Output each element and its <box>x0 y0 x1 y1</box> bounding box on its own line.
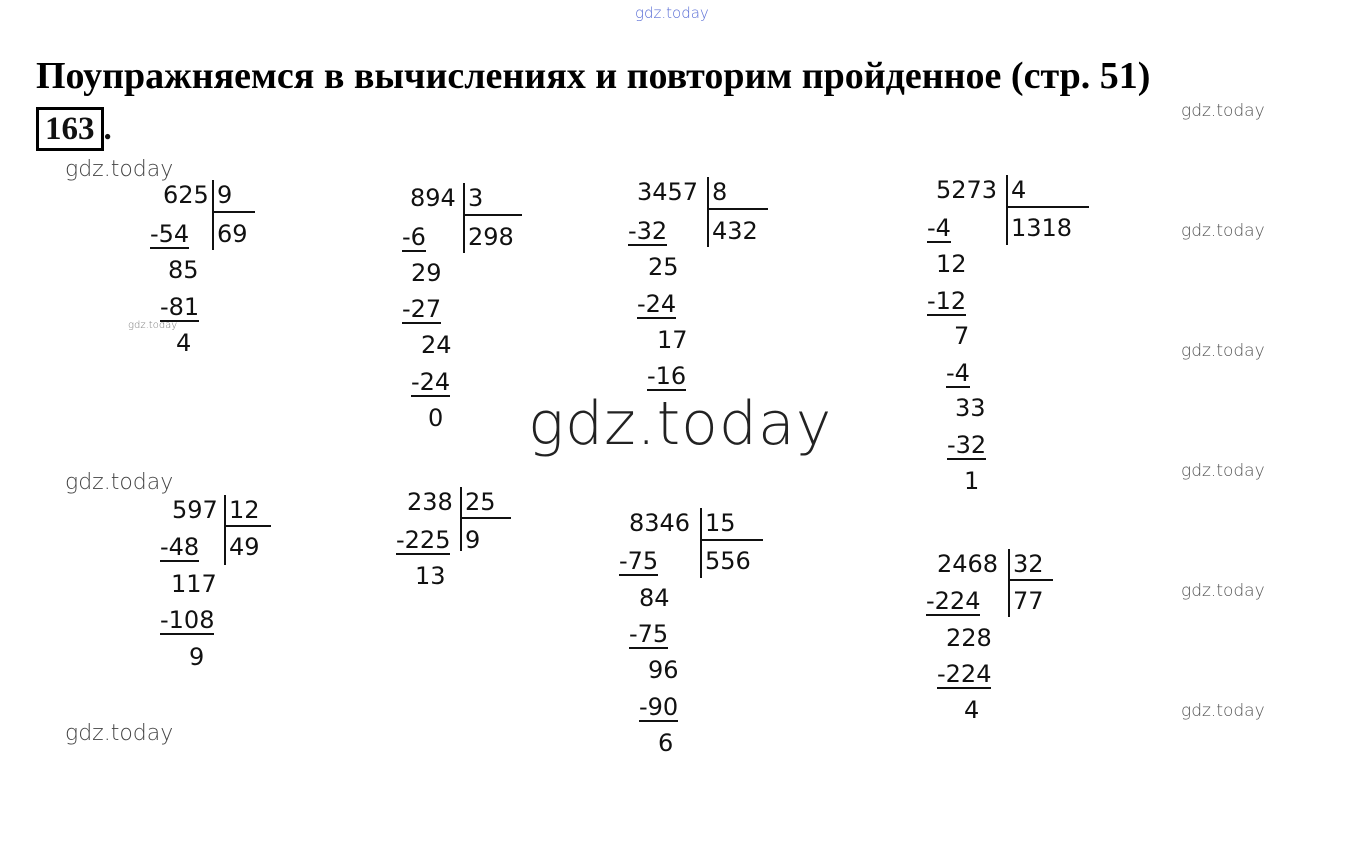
step: 17 <box>657 326 688 354</box>
divisor: 12 <box>229 496 260 524</box>
watermark-right-1: gdz.today <box>1181 101 1265 121</box>
exercise-number: 163 <box>36 107 104 151</box>
watermark-right-3: gdz.today <box>1181 341 1265 361</box>
step: 84 <box>639 584 670 612</box>
step: 24 <box>421 331 452 359</box>
watermark-right-4: gdz.today <box>1181 461 1265 481</box>
remainder: 0 <box>428 404 444 432</box>
step: -75 <box>619 547 659 575</box>
remainder: 4 <box>964 696 980 724</box>
division-vertical-line <box>707 177 709 247</box>
dividend: 3457 <box>637 178 699 206</box>
step: 25 <box>648 253 679 281</box>
step: -4 <box>946 359 970 387</box>
step: -4 <box>927 214 951 242</box>
quotient: 69 <box>217 220 248 248</box>
step: -81 <box>160 293 200 321</box>
division-vertical-line <box>700 508 702 578</box>
quotient: 298 <box>468 223 514 251</box>
step: -6 <box>402 223 426 251</box>
step: 12 <box>936 250 967 278</box>
dividend: 597 <box>172 496 218 524</box>
step: -75 <box>629 620 669 648</box>
exercise-number-dot: . <box>103 111 112 147</box>
step: -54 <box>150 220 190 248</box>
step: -24 <box>411 368 451 396</box>
division-horizontal-line <box>225 525 271 527</box>
divisor: 3 <box>468 184 484 212</box>
step: -12 <box>927 287 967 315</box>
divisor: 4 <box>1011 176 1027 204</box>
watermark-right-6: gdz.today <box>1181 701 1265 721</box>
remainder: 9 <box>189 643 205 671</box>
division-vertical-line <box>212 180 214 250</box>
step: -32 <box>947 431 987 459</box>
division-vertical-line <box>1006 175 1008 245</box>
watermark-right-5: gdz.today <box>1181 581 1265 601</box>
step: 29 <box>411 259 442 287</box>
quotient: 1318 <box>1011 214 1073 242</box>
step: -48 <box>160 533 200 561</box>
division-horizontal-line <box>213 211 255 213</box>
watermark-tiny: gdz.today <box>128 320 178 331</box>
step: 85 <box>168 256 199 284</box>
step: 96 <box>648 656 679 684</box>
division-horizontal-line <box>461 517 511 519</box>
step: -224 <box>926 587 981 615</box>
dividend: 238 <box>407 488 453 516</box>
remainder: 13 <box>415 562 446 590</box>
step: -90 <box>639 693 679 721</box>
division-horizontal-line <box>464 214 522 216</box>
divisor: 25 <box>465 488 496 516</box>
quotient: 77 <box>1013 587 1044 615</box>
watermark-top: gdz.today <box>635 4 709 22</box>
step: -108 <box>160 606 215 634</box>
division-vertical-line <box>1008 549 1010 617</box>
exercise-number-block <box>36 107 112 151</box>
quotient: 432 <box>712 217 758 245</box>
watermark-left-2: gdz.today <box>65 470 174 495</box>
divisor: 9 <box>217 181 233 209</box>
division-vertical-line <box>224 495 226 565</box>
divisor: 32 <box>1013 550 1044 578</box>
quotient: 556 <box>705 547 751 575</box>
division-horizontal-line <box>1009 579 1053 581</box>
dividend: 2468 <box>937 550 999 578</box>
division-horizontal-line <box>708 208 768 210</box>
step: -225 <box>396 526 451 554</box>
page-title: Поупражняемся в вычислениях и повторим пройденное (стр. 51) <box>36 55 1151 97</box>
remainder: 6 <box>658 729 674 757</box>
watermark-left-1: gdz.today <box>65 157 174 182</box>
division-horizontal-line <box>701 539 763 541</box>
step: 7 <box>954 322 970 350</box>
dividend: 5273 <box>936 176 998 204</box>
remainder: 1 <box>964 467 980 495</box>
division-vertical-line <box>460 487 462 551</box>
division-vertical-line <box>463 183 465 253</box>
remainder: 4 <box>176 329 192 357</box>
quotient: 49 <box>229 533 260 561</box>
quotient: 9 <box>465 526 481 554</box>
step: -16 <box>647 362 687 390</box>
step: -24 <box>637 290 677 318</box>
watermark-right-2: gdz.today <box>1181 221 1265 241</box>
step: -224 <box>937 660 992 688</box>
divisor: 8 <box>712 178 728 206</box>
step: 33 <box>955 394 986 422</box>
step: 228 <box>946 624 992 652</box>
step: -27 <box>402 295 442 323</box>
watermark-center: gdz.today <box>528 389 833 459</box>
step: -32 <box>628 217 668 245</box>
divisor: 15 <box>705 509 736 537</box>
division-horizontal-line <box>1007 206 1089 208</box>
dividend: 625 <box>163 181 209 209</box>
step: 117 <box>171 570 217 598</box>
dividend: 894 <box>410 184 456 212</box>
dividend: 8346 <box>629 509 691 537</box>
watermark-left-3: gdz.today <box>65 721 174 746</box>
